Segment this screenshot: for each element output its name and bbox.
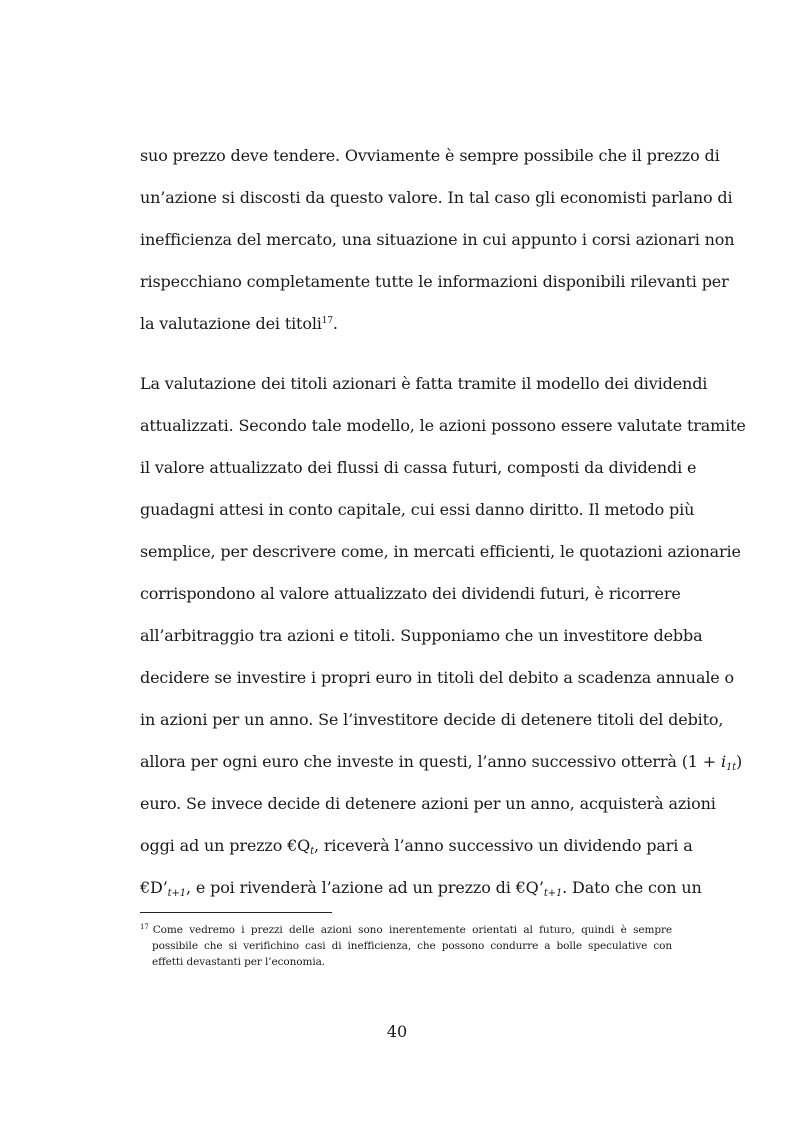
text-line: euro. Se invece decide di detenere azioni per un anno, acquisterà azioni [140, 794, 716, 813]
text-fragment: la valutazione dei titoli [140, 314, 322, 333]
text-fragment: . Dato che con un [562, 878, 702, 897]
text-fragment: ) [736, 752, 743, 771]
footnote-text: Come vedremo i prezzi delle azioni sono inerentemente orientati al futuro, quindi è sempre [152, 924, 672, 936]
text-line: suo prezzo deve tendere. Ovviamente è sempre possibile che il prezzo di [140, 146, 720, 165]
text-line: decidere se investire i propri euro in titoli del debito a scadenza annuale o [140, 668, 735, 687]
subscript: 1t [725, 762, 737, 773]
text-fragment: , riceverà l’anno successivo un dividendo pari a [314, 836, 693, 855]
text-line [140, 878, 702, 901]
text-fragment: . [332, 314, 338, 333]
subscript: t+1 [167, 888, 186, 899]
footnote-number: 17 [140, 923, 149, 931]
text-line: inefficienza del mercato, una situazione in cui appunto i corsi azionari non [140, 230, 735, 249]
text-line: attualizzati. Secondo tale modello, le azioni possono essere valutate tramite [140, 416, 746, 435]
variable-i: i [720, 752, 726, 771]
text-fragment: €D’ [140, 878, 168, 897]
text-line: rispecchiano completamente tutte le informazioni disponibili rilevanti per [140, 272, 729, 291]
text-line: guadagni attesi in conto capitale, cui essi danno diritto. Il metodo più [140, 500, 695, 519]
subscript: t+1 [543, 888, 563, 899]
subscript: t [310, 846, 314, 857]
footnote-reference[interactable]: 17 [321, 316, 333, 326]
page-number: 40 [386, 1022, 408, 1041]
text-line: La valutazione dei titoli azionari è fatta tramite il modello dei dividendi [140, 374, 708, 393]
footnote-separator [140, 912, 332, 913]
text-line [140, 836, 693, 859]
text-line [140, 314, 672, 337]
footnote-line: effetti devastanti per l’economia. [152, 956, 326, 968]
text-line: in azioni per un anno. Se l’investitore decide di detenere titoli del debito, [140, 710, 724, 729]
text-line: all’arbitraggio tra azioni e titoli. Supponiamo che un investitore debba [140, 626, 703, 645]
text-line [140, 752, 743, 775]
text-line: corrispondono al valore attualizzato dei dividendi futuri, è ricorrere [140, 584, 681, 603]
text-line: semplice, per descrivere come, in mercati efficienti, le quotazioni azionarie [140, 542, 741, 561]
text-line: un’azione si discosti da questo valore. In tal caso gli economisti parlano di [140, 188, 733, 207]
text-fragment: , e poi rivenderà l’azione ad un prezzo di €Q’ [185, 878, 544, 897]
text-fragment: oggi ad un prezzo €Q [140, 836, 311, 855]
footnote-line [140, 922, 672, 939]
text-fragment: allora per ogni euro che investe in questi, l’anno successivo otterrà (1 + [140, 752, 721, 771]
footnote-line: possibile che si verifichino casi di inefficienza, che possono condurre a bolle speculative con [152, 940, 672, 952]
text-line: il valore attualizzato dei flussi di cassa futuri, composti da dividendi e [140, 458, 697, 477]
